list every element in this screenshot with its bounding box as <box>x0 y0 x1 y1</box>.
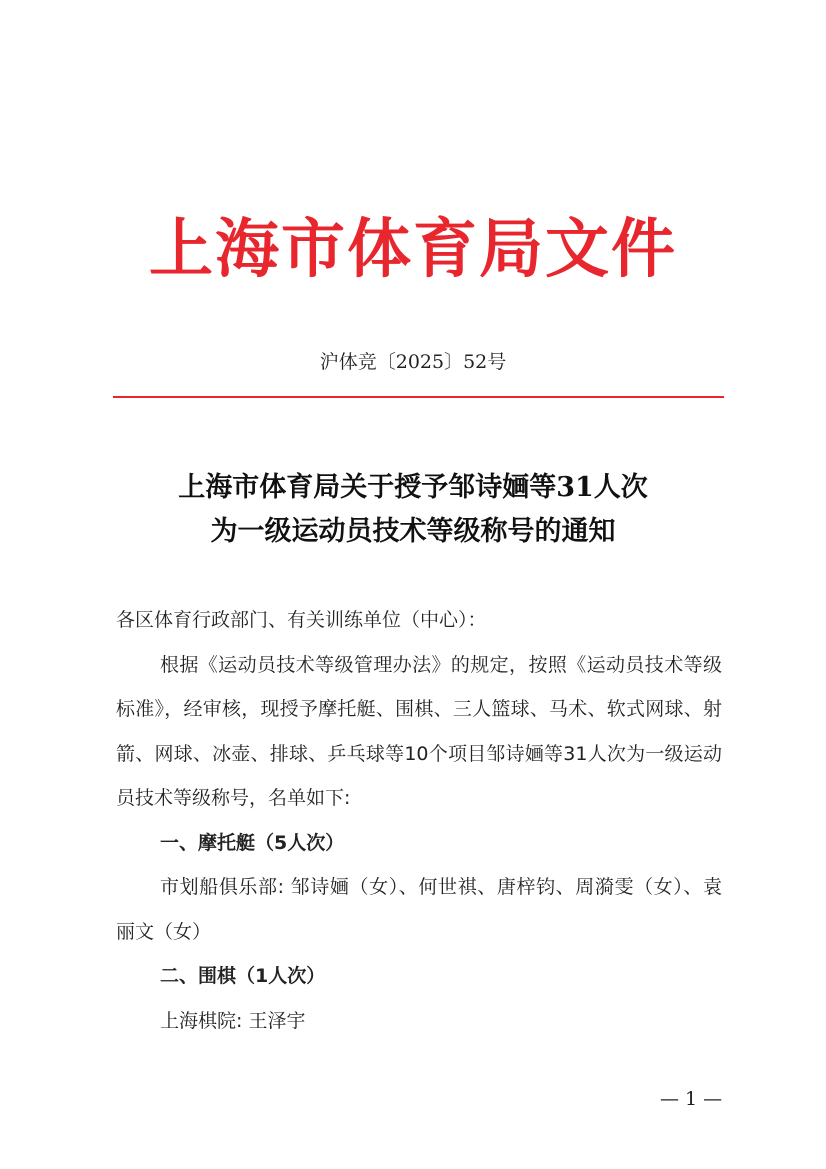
section-content-motorboat: 市划船俱乐部: 邹诗婳（女）、何世祺、唐梓钧、周漪雯（女）、袁丽文（女） <box>116 876 722 943</box>
page-number: — 1 — <box>660 1088 723 1110</box>
document-masthead: 上海市体育局文件 <box>149 212 677 287</box>
notice-body <box>116 598 722 1043</box>
section-heading-go: 二、围棋（1人次） <box>160 965 326 987</box>
document-number: 沪体竞〔2025〕52号 <box>319 351 507 373</box>
notice-title-line-1: 上海市体育局关于授予邹诗婳等31人次 <box>178 472 648 503</box>
section-heading-motorboat: 一、摩托艇（5人次） <box>160 831 345 854</box>
section-content-go: 上海棋院: 王泽宇 <box>160 1009 306 1032</box>
notice-title-line-2: 为一级运动员技术等级称号的通知 <box>210 516 616 547</box>
notice-title <box>0 466 826 554</box>
intro-paragraph: 根据《运动员技术等级管理办法》的规定，按照《运动员技术等级标准》，经审核，现授予摩托艇、围棋、三人篮球、马术、软式网球、射箭、网球、冰壶、排球、乒乓球等10个项目邹诗婳等31人次为一级运动员技术等级称号，名单如下: <box>116 653 722 809</box>
salutation: 各区体育行政部门、有关训练单位（中心）： <box>116 609 487 631</box>
red-divider-line <box>113 396 724 398</box>
